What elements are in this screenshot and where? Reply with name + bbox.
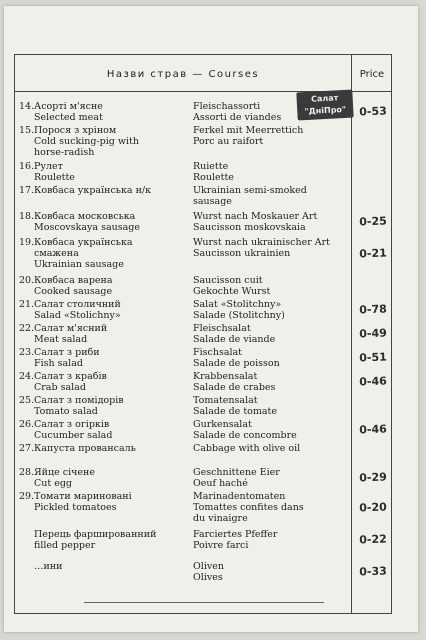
item-name-de-fr [193,211,351,233]
item-number: 21. [19,299,35,310]
item-name-line: Salade de poisson [193,358,280,369]
item-name-line: Pickled tomatoes [34,502,117,513]
item-name-line: Салат з помідорів [34,395,124,406]
item-name-line: Салат м'ясний [34,323,108,334]
item-name-line: Порося з хріном [34,125,117,136]
item-name-ua-en [34,419,190,441]
item-name-line: Saucisson moskovskaia [193,222,306,233]
item-number: 20. [19,275,35,286]
item-name-line: Gurkensalat [193,419,252,430]
item-name-line: Cut egg [34,478,73,489]
price-column-divider [351,55,352,613]
item-number: 29. [19,491,35,502]
item-number: 27. [19,443,35,454]
item-number: 14. [19,101,35,112]
item-name-line: Cucumber salad [34,430,113,441]
item-name-line: Cooked sausage [34,286,113,297]
item-name-de-fr [193,419,351,441]
stamp-line-1: Салат [310,93,339,104]
item-name-line: Ukrainian sausage [34,259,124,270]
item-name-de-fr [193,275,351,297]
item-name-de-fr [193,237,351,259]
stamp-line-2: "ДніПро" [304,104,347,117]
item-name-line: …ини [34,561,63,572]
item-name-ua-en [34,275,190,297]
item-price [353,278,393,279]
item-name-de-fr [193,347,351,369]
item-number: 26. [19,419,35,430]
item-name-line: Saucisson cuit [193,275,263,286]
item-name-line: Ковбаса варена [34,275,113,286]
item-name-de-fr [193,299,351,321]
menu-table [14,54,392,614]
item-price: 0-78 [359,302,387,317]
item-price [353,398,393,399]
item-name-line: Tomattes confites dans [193,502,304,513]
item-name-line: Gekochte Wurst [193,286,271,297]
item-name-ua-en [34,443,190,454]
item-name-line: Асорті м'ясне [34,101,103,112]
item-name-ua-en [34,211,190,233]
item-price [353,134,393,135]
item-name-line: Poivre farci [193,540,249,551]
item-name-line: Ковбаса московська [34,211,136,222]
item-name-line: Ковбаса українська [34,237,133,248]
item-number: 18. [19,211,35,222]
item-name-line: Cold sucking-pig with [34,136,139,147]
item-price [353,446,393,447]
item-name-line: Marinadentomaten [193,491,286,502]
item-name-de-fr [193,561,351,583]
item-name-line: sausage [193,196,232,207]
item-price: 0-20 [359,500,387,515]
item-name-de-fr [193,491,351,524]
item-name-line: Wurst nach ukrainischer Art [193,237,330,248]
menu-page [4,6,418,632]
item-price [353,188,393,189]
item-name-line: Капуста провансаль [34,443,136,454]
item-name-ua-en [34,529,190,551]
item-price: 0-29 [359,470,387,485]
item-number: 25. [19,395,35,406]
item-number: 16. [19,161,35,172]
item-name-ua-en [34,125,190,158]
item-price: 0-53 [359,104,387,119]
price-header: Price [359,69,385,80]
item-name-ua-en [34,185,190,196]
item-name-de-fr [193,185,351,207]
item-name-line: Ukrainian semi-smoked [193,185,307,196]
item-name-line: Салат з крабів [34,371,107,382]
item-name-line: Салат з огірків [34,419,110,430]
item-number: 28. [19,467,35,478]
item-price [353,164,393,165]
item-name-line: Tomato salad [34,406,98,417]
item-name-line: Fischsalat [193,347,243,358]
item-price: 0-49 [359,326,387,341]
item-name-ua-en [34,161,190,183]
item-name-line: Ковбаса українська н/к [34,185,152,196]
item-name-de-fr [193,125,351,147]
item-name-ua-en [34,467,190,489]
item-name-ua-en [34,323,190,345]
item-name-line: Roulette [34,172,75,183]
item-number: 22. [19,323,35,334]
item-name-de-fr [193,395,351,417]
item-name-line: Перець фаршированний [34,529,157,540]
item-name-ua-en [34,491,190,513]
item-name-line: Geschnittene Eier [193,467,280,478]
item-name-line: Рулет [34,161,63,172]
item-name-ua-en [34,101,190,123]
item-name-line: Salade (Stolitchny) [193,310,285,321]
item-name-line: Ferkel mit Meerrettich [193,125,304,136]
item-name-de-fr [193,467,351,489]
item-name-de-fr [193,529,351,551]
item-name-de-fr [193,101,351,123]
item-name-line: filled pepper [34,540,96,551]
item-name-de-fr [193,371,351,393]
item-name-line: Porc au raifort [193,136,264,147]
item-name-line: Fish salad [34,358,83,369]
item-name-line: Meat salad [34,334,88,345]
item-price: 0-46 [359,422,387,437]
item-price: 0-21 [359,246,387,261]
item-name-line: Selected meat [34,112,103,123]
item-name-line: Assorti de viandes [193,112,282,123]
item-name-line: Salat «Stolitchny» [193,299,282,310]
item-name-line: du vinaigre [193,513,248,524]
item-name-line: Salade de crabes [193,382,276,393]
item-name-line: Oeuf haché [193,478,248,489]
item-name-line: Яйце січене [34,467,95,478]
item-number: 17. [19,185,35,196]
item-name-line: Tomatensalat [193,395,258,406]
item-name-line: Салат з риби [34,347,100,358]
item-name-line: Crab salad [34,382,86,393]
item-price: 0-25 [359,214,387,229]
item-price: 0-51 [359,350,387,365]
item-name-ua-en [34,299,190,321]
item-name-ua-en [34,561,190,572]
item-number: 15. [19,125,35,136]
item-name-line: Salade de viande [193,334,276,345]
item-name-line: Cabbage with olive oil [193,443,301,454]
item-name-de-fr [193,443,351,454]
item-name-line: Farciertes Pfeffer [193,529,278,540]
item-name-line: Olives [193,572,223,583]
item-number: 24. [19,371,35,382]
item-name-line: Salad «Stolichny» [34,310,121,321]
item-name-line: Oliven [193,561,224,572]
item-name-de-fr [193,161,351,183]
item-name-de-fr [193,323,351,345]
item-name-line: Томати мариновані [34,491,132,502]
item-name-ua-en [34,371,190,393]
item-name-ua-en [34,237,190,270]
item-name-line: Roulette [193,172,234,183]
item-name-line: Салат столичний [34,299,121,310]
item-name-line: смажена [34,248,79,259]
item-price: 0-46 [359,374,387,389]
item-name-line: Moscovskaya sausage [34,222,140,233]
item-price: 0-33 [359,564,387,579]
item-name-ua-en [34,395,190,417]
item-name-line: Saucisson ukrainien [193,248,291,259]
item-name-line: Fleischsalat [193,323,251,334]
item-name-line: Ruiette [193,161,229,172]
item-name-line: Krabbensalat [193,371,258,382]
item-price: 0-22 [359,532,387,547]
bottom-rule [84,602,324,603]
courses-header: Назви страв — Courses [106,69,260,80]
item-name-line: horse-radish [34,147,95,158]
item-name-ua-en [34,347,190,369]
item-number: 19. [19,237,35,248]
item-name-line: Fleischassorti [193,101,261,112]
item-number: 23. [19,347,35,358]
item-name-line: Salade de concombre [193,430,297,441]
item-name-line: Wurst nach Moskauer Art [193,211,318,222]
item-name-line: Salade de tomate [193,406,277,417]
